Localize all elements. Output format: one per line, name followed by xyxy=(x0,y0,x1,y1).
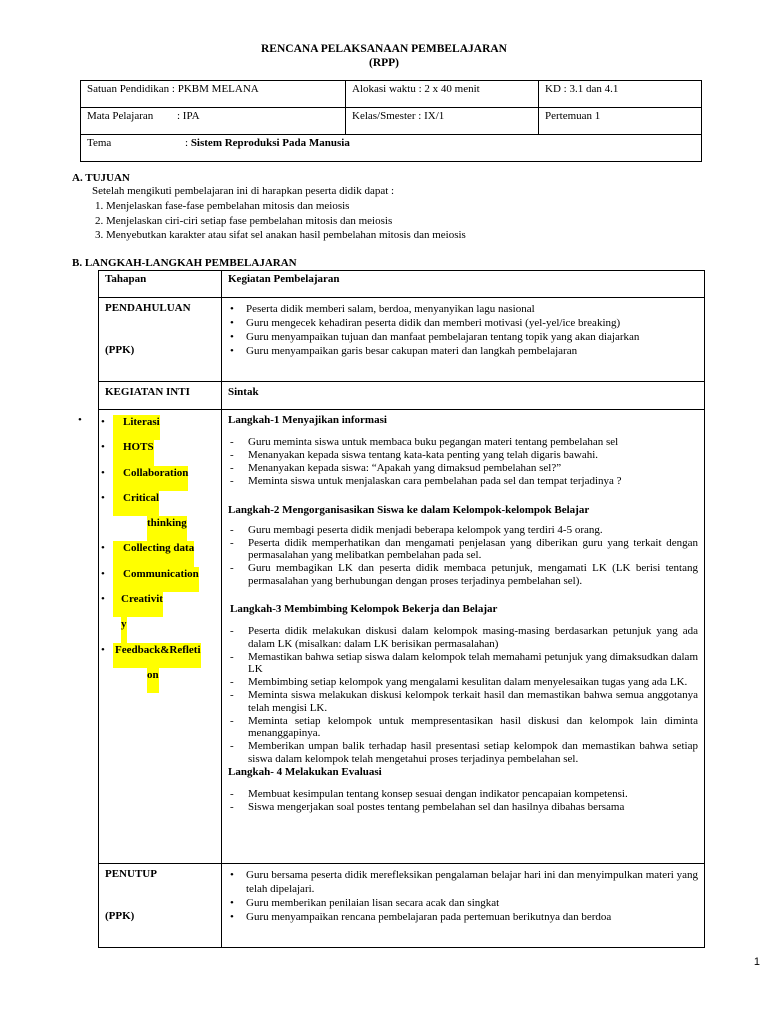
col-tahapan-header: Tahapan xyxy=(99,271,222,298)
list-item: - Siswa mengerjakan soal postes tentang pembelahan sel dan hasilnya dibahas bersama xyxy=(228,801,698,814)
tag-thinking: thinking xyxy=(147,516,187,541)
list-item: • Guru menyampaikan rencana pembelajaran pada pertemuan berikutnya dan berdoa xyxy=(228,910,698,924)
tag-hots: HOTS xyxy=(113,440,154,465)
penutup-label: PENUTUP xyxy=(105,868,157,880)
list-item: • Guru menyampaikan tujuan dan manfaat pembelajaran tentang topik yang akan diajarkan xyxy=(228,330,698,344)
tag-literasi: Literasi xyxy=(113,415,160,440)
list-item: - Meminta setiap kelompok untuk mempresentasikan hasil diskusi dan kelompok lain diminta menanggapinya. xyxy=(228,715,698,740)
list-item: - Peserta didik melakukan diskusi dalam kelompok masing-masing berdasarkan petunjuk yang ada dalam LK (misalkan: dalam LK berisikan permasalahan) xyxy=(228,625,698,650)
tag-critical: Critical xyxy=(113,491,159,516)
penutup-activities xyxy=(222,864,705,948)
step-title: Langkah-3 Membimbing Kelompok Bekerja dan Belajar xyxy=(230,603,498,615)
page-number: 1 xyxy=(753,956,760,968)
tema-cell xyxy=(81,135,702,162)
table-row xyxy=(99,271,705,298)
mapel-value: : IPA xyxy=(177,110,200,122)
list-item: 2. Menjelaskan ciri-ciri setiap fase pembelahan mitosis dan meiosis xyxy=(106,214,466,229)
table-row xyxy=(99,410,705,864)
tujuan-list xyxy=(88,199,466,243)
pendahuluan-cell xyxy=(99,298,222,382)
tag-list: • Literasi • HOTS • Collaboration • Critical thinking • Collecting data • Communication • Creativit y • Feedback&Refleti on xyxy=(101,415,219,693)
step-title: Langkah-1 Menyajikan informasi xyxy=(228,414,387,426)
sintak-label: Sintak xyxy=(222,382,705,410)
tema-colon: : xyxy=(185,137,189,149)
tema-label: Tema xyxy=(87,137,112,149)
list-item: • Guru mengecek kehadiran peserta didik dan memberi motivasi (yel-yel/ice breaking) xyxy=(228,316,698,330)
info-table xyxy=(80,80,702,162)
list-item: - Meminta siswa melakukan diskusi kelompok terkait hasil dan memastikan bahwa semua anggotanya telah mengisi LK. xyxy=(228,689,698,714)
step-title: Langkah-2 Mengorganisasikan Siswa ke dalam Kelompok-kelompok Belajar xyxy=(228,503,590,516)
list-item: - Guru membagikan LK dan peserta didik membaca petunjuk, mengamati LK (LK berisi tentang permasalahan yang berhubungan dengan proses terjadinya pembelahan sel). xyxy=(228,562,698,587)
kegiatan-inti-label: KEGIATAN INTI xyxy=(99,382,222,410)
list-item: - Meminta siswa untuk menjalaskan cara pembelahan pada sel dan tempat terjadinya ? xyxy=(228,475,698,488)
pertemuan-cell: Pertemuan 1 xyxy=(539,108,702,135)
kd-cell: KD : 3.1 dan 4.1 xyxy=(539,81,702,108)
tujuan-intro: Setelah mengikuti pembelajaran ini di harapkan peserta didik dapat : xyxy=(92,185,395,197)
list-item: • Guru memberikan penilaian lisan secara acak dan singkat xyxy=(228,896,698,910)
alokasi-cell: Alokasi waktu : 2 x 40 menit xyxy=(346,81,539,108)
tag-feedback: Feedback&Refleti xyxy=(113,643,201,668)
list-item: • Guru bersama peserta didik merefleksikan pengalaman belajar hari ini dan menyimpulkan materi yang telah dipelajari. xyxy=(228,868,698,896)
langkah-table xyxy=(98,270,705,948)
document-title: RENCANA PELAKSANAAN PEMBELAJARAN xyxy=(261,43,507,55)
bullet-marker: • xyxy=(78,414,82,426)
table-row xyxy=(99,382,705,410)
list-item: 3. Menyebutkan karakter atau sifat sel anakan hasil pembelahan mitosis dan meiosis xyxy=(106,228,466,243)
tag-collaboration: Collaboration xyxy=(113,466,188,491)
tag-feedback-cont: on xyxy=(147,668,159,693)
tag-communication: Communication xyxy=(113,567,199,592)
tag-creativity-cont: y xyxy=(121,617,127,642)
list-item: - Guru membagi peserta didik menjadi beberapa kelompok yang terdiri 4-5 orang. xyxy=(228,524,698,537)
tema-value: Sistem Reproduksi Pada Manusia xyxy=(190,137,350,149)
table-row xyxy=(99,864,705,948)
list-item: - Menanyakan kepada siswa tentang kata-kata penting yang telah digaris bawahi. xyxy=(228,449,698,462)
pendahuluan-label: PENDAHULUAN xyxy=(105,302,191,314)
tujuan-heading: A. TUJUAN xyxy=(72,172,130,184)
list-item: 1. Menjelaskan fase-fase pembelahan mitosis dan meiosis xyxy=(106,199,466,214)
info-row xyxy=(81,81,702,108)
list-item: - Membimbing setiap kelompok yang mengalami kesulitan dalam menyelesaikan tugas yang ada LK. xyxy=(228,676,698,689)
info-row xyxy=(81,108,702,135)
table-row xyxy=(99,298,705,382)
satuan-cell: Satuan Pendidikan : PKBM MELANA xyxy=(81,81,346,108)
info-row xyxy=(81,135,702,162)
list-item: - Membuat kesimpulan tentang konsep sesuai dengan indikator pencapaian kompetensi. xyxy=(228,788,698,801)
list-item: • Peserta didik memberi salam, berdoa, menyanyikan lagu nasional xyxy=(228,302,698,316)
kelas-cell: Kelas/Smester : IX/1 xyxy=(346,108,539,135)
tag-creativity: Creativit xyxy=(113,592,163,617)
langkah-heading: B. LANGKAH-LANGKAH PEMBELAJARAN xyxy=(72,257,297,269)
inti-tags-cell xyxy=(99,410,222,864)
step-title: Langkah- 4 Melakukan Evaluasi xyxy=(228,765,382,778)
pendahuluan-activities xyxy=(222,298,705,382)
tag-collecting-data: Collecting data xyxy=(113,541,194,566)
col-kegiatan-header: Kegiatan Pembelajaran xyxy=(222,271,705,298)
mapel-label: Mata Pelajaran xyxy=(87,110,154,122)
list-item: - Guru meminta siswa untuk membaca buku pegangan materi tentang pembelahan sel xyxy=(228,436,698,449)
inti-activities xyxy=(222,410,705,864)
document-subtitle: (RPP) xyxy=(368,57,399,69)
penutup-cell xyxy=(99,864,222,948)
ppk-label: (PPK) xyxy=(105,344,135,356)
list-item: • Guru menyampaikan garis besar cakupan materi dan langkah pembelajaran xyxy=(228,344,698,358)
list-item: - Memastikan bahwa setiap siswa dalam kelompok telah memahami petunjuk yang dimaksudkan dalam LK xyxy=(228,651,698,676)
list-item: - Peserta didik memperhatikan dan mengamati penjelasan yang diberikan guru yang terkait dengan permasalahan yang melibatkan pembelahan pada sel. xyxy=(228,537,698,562)
ppk-label: (PPK) xyxy=(105,910,135,922)
list-item: - Menanyakan kepada siswa: “Apakah yang dimaksud pembelahan sel?” xyxy=(228,462,698,475)
mapel-cell xyxy=(81,108,346,135)
list-item: - Memberikan umpan balik terhadap hasil presentasi setiap kelompok dan memastikan bahwa setiap siswa dalam kelompok telah mengetahui proses terjadinya pembelahan sel. xyxy=(228,740,698,765)
